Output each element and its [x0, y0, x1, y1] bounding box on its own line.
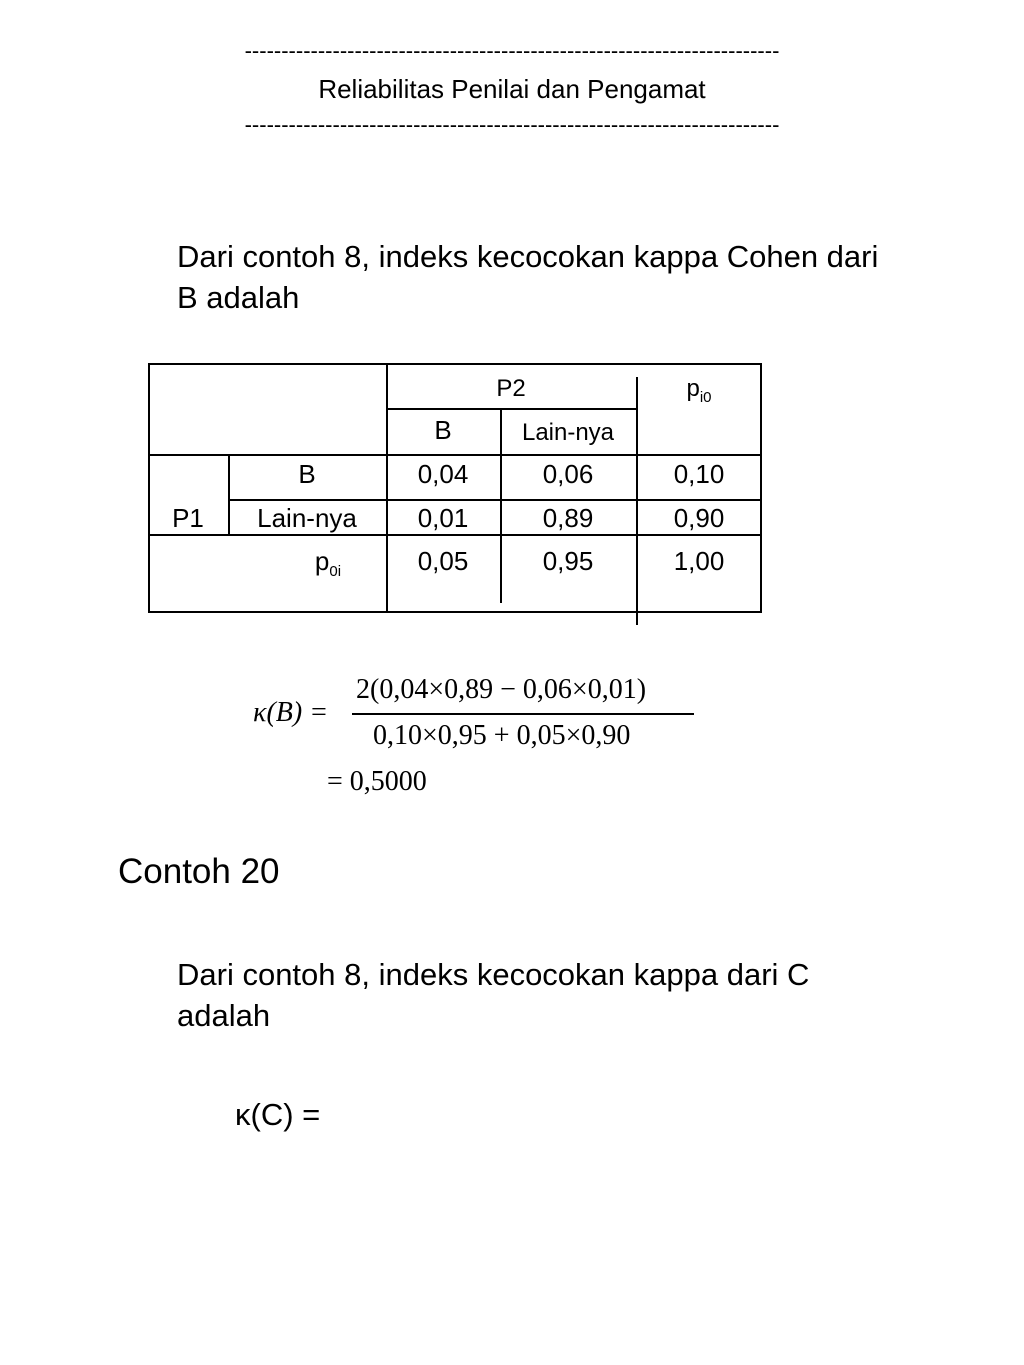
- row-label-lain-nya: Lain-nya: [257, 503, 357, 533]
- p0i-label: $p_{0i}$: [314, 546, 342, 581]
- example-heading: Contoh 20: [118, 852, 280, 891]
- pi0-label: $p_{i0}$: [686, 375, 712, 406]
- cell-lain-total: 0,90: [673, 503, 725, 533]
- fraction-bar: [352, 713, 694, 715]
- formula-denominator: 0,10×0,95 + 0,05×0,90: [373, 720, 631, 751]
- contingency-table: [148, 363, 762, 613]
- header-title: Reliabilitas Penilai dan Pengamat: [318, 74, 706, 104]
- total-all: 1,00: [673, 546, 725, 576]
- total-lain: 0,95: [542, 546, 594, 576]
- row-label-b: B: [298, 459, 316, 489]
- p1-label: P1: [172, 503, 204, 533]
- cell-b-b: 0,04: [417, 459, 469, 489]
- formula-result: = 0,5000: [327, 766, 427, 797]
- cell-lain-lain: 0,89: [542, 503, 594, 533]
- kappa-c-formula: κ(C) =: [235, 1097, 321, 1132]
- total-b: 0,05: [417, 546, 469, 576]
- p2-label: P2: [496, 375, 526, 402]
- example-text: Dari contoh 8, indeks kecocokan kappa dari C adalah: [177, 957, 810, 1033]
- cell-b-lain: 0,06: [542, 459, 594, 489]
- header-rule-bottom: -------------------------------------------------------------------------: [244, 112, 780, 137]
- col-header-b: B: [434, 415, 452, 445]
- header-rule-top: -------------------------------------------------------------------------: [244, 38, 780, 63]
- intro-text: Dari contoh 8, indeks kecocokan kappa Cohen dari B adalah: [177, 239, 879, 315]
- formula-lhs: κ(B) =: [253, 697, 329, 728]
- col-header-lain-nya: Lain-nya: [521, 419, 615, 446]
- cell-b-total: 0,10: [673, 459, 725, 489]
- formula-numerator: 2(0,04×0,89 − 0,06×0,01): [356, 674, 647, 705]
- cell-lain-b: 0,01: [417, 503, 469, 533]
